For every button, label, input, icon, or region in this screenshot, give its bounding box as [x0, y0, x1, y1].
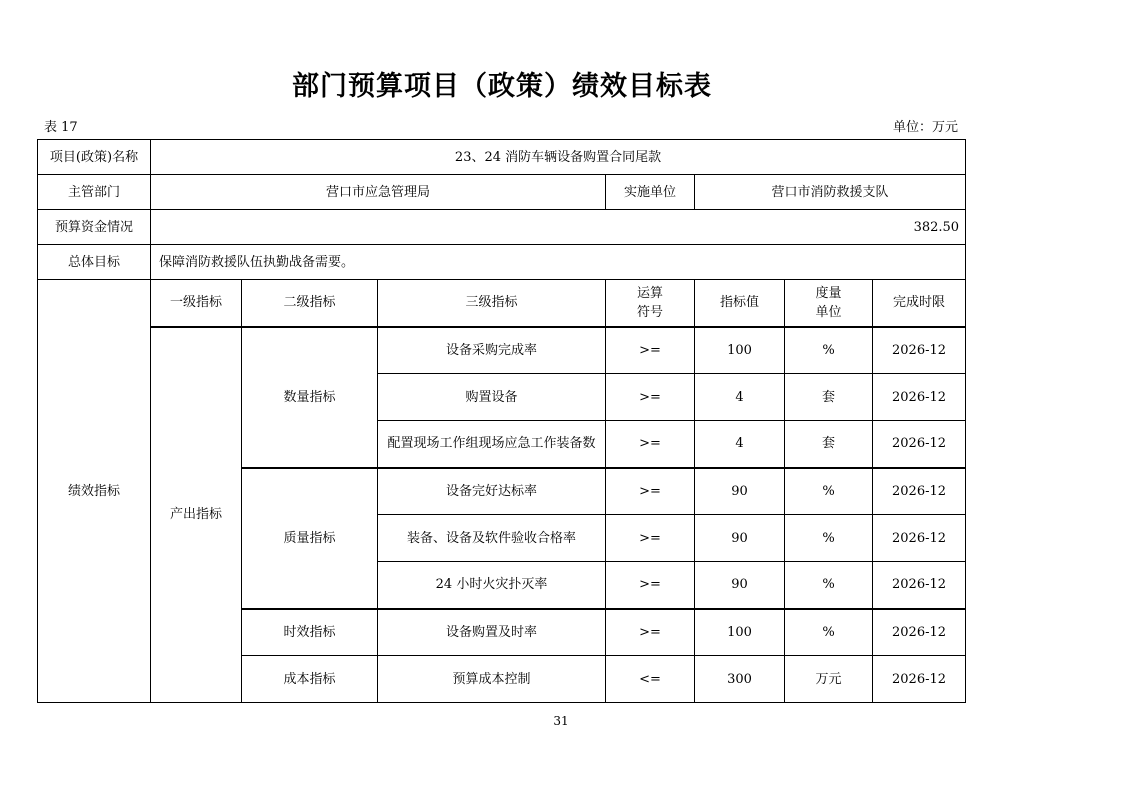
indicator-value: 100	[695, 609, 785, 656]
indicator-deadline: 2026-12	[873, 609, 966, 656]
dept-label: 主管部门	[38, 175, 151, 210]
indicator-unit: 套	[785, 421, 873, 468]
impl-label: 实施单位	[606, 175, 695, 210]
indicator-deadline: 2026-12	[873, 656, 966, 703]
group-quantity: 数量指标	[242, 327, 378, 468]
indicator-name: 预算成本控制	[378, 656, 606, 703]
goal-value: 保障消防救援队伍执勤战备需要。	[151, 245, 966, 280]
indicator-operator: <=	[606, 656, 695, 703]
indicator-value: 100	[695, 327, 785, 374]
indicator-unit: 套	[785, 374, 873, 421]
indicator-unit: %	[785, 327, 873, 374]
group-quality: 质量指标	[242, 468, 378, 609]
indicator-operator: >=	[606, 468, 695, 515]
indicator-name: 购置设备	[378, 374, 606, 421]
indicator-deadline: 2026-12	[873, 562, 966, 609]
indicator-operator: >=	[606, 562, 695, 609]
goal-label: 总体目标	[38, 245, 151, 280]
indicator-operator: >=	[606, 421, 695, 468]
budget-label: 预算资金情况	[38, 210, 151, 245]
page-number: 31	[553, 714, 569, 728]
budget-value: 382.50	[151, 210, 966, 245]
indicator-operator: >=	[606, 609, 695, 656]
indicator-value: 4	[695, 421, 785, 468]
indicator-deadline: 2026-12	[873, 421, 966, 468]
header-operator: 运算 符号	[606, 280, 695, 327]
page-title: 部门预算项目（政策）绩效目标表	[292, 71, 712, 102]
indicator-unit: %	[785, 468, 873, 515]
indicator-value: 90	[695, 468, 785, 515]
indicator-deadline: 2026-12	[873, 468, 966, 515]
indicator-value: 90	[695, 562, 785, 609]
indicators-section-label: 绩效指标	[38, 280, 151, 703]
indicator-unit: %	[785, 609, 873, 656]
indicator-name: 装备、设备及软件验收合格率	[378, 515, 606, 562]
group-timeliness: 时效指标	[242, 609, 378, 656]
unit-label: 单位：万元	[892, 120, 958, 135]
indicator-name: 设备完好达标率	[378, 468, 606, 515]
indicator-deadline: 2026-12	[873, 515, 966, 562]
indicator-value: 4	[695, 374, 785, 421]
indicator-deadline: 2026-12	[873, 374, 966, 421]
header-unit: 度量 单位	[785, 280, 873, 327]
project-name-label: 项目(政策)名称	[38, 140, 151, 175]
table-number: 表 17	[44, 120, 78, 135]
indicator-value: 300	[695, 656, 785, 703]
impl-value: 营口市消防救援支队	[695, 175, 966, 210]
indicator-operator: >=	[606, 374, 695, 421]
indicator-unit: 万元	[785, 656, 873, 703]
header-deadline: 完成时限	[873, 280, 966, 327]
header-level1: 一级指标	[151, 280, 242, 327]
indicator-name: 配置现场工作组现场应急工作装备数	[378, 421, 606, 468]
header-level3: 三级指标	[378, 280, 606, 327]
group-cost: 成本指标	[242, 656, 378, 703]
indicator-name: 24 小时火灾扑灭率	[378, 562, 606, 609]
performance-table	[37, 139, 966, 703]
indicator-name: 设备采购完成率	[378, 327, 606, 374]
indicator-value: 90	[695, 515, 785, 562]
header-value: 指标值	[695, 280, 785, 327]
indicator-operator: >=	[606, 327, 695, 374]
indicator-name: 设备购置及时率	[378, 609, 606, 656]
project-name: 23、24 消防车辆设备购置合同尾款	[151, 140, 966, 175]
indicator-operator: >=	[606, 515, 695, 562]
indicator-unit: %	[785, 515, 873, 562]
indicator-unit: %	[785, 562, 873, 609]
dept-value: 营口市应急管理局	[151, 175, 606, 210]
indicator-deadline: 2026-12	[873, 327, 966, 374]
header-level2: 二级指标	[242, 280, 378, 327]
level1-output: 产出指标	[151, 327, 242, 703]
